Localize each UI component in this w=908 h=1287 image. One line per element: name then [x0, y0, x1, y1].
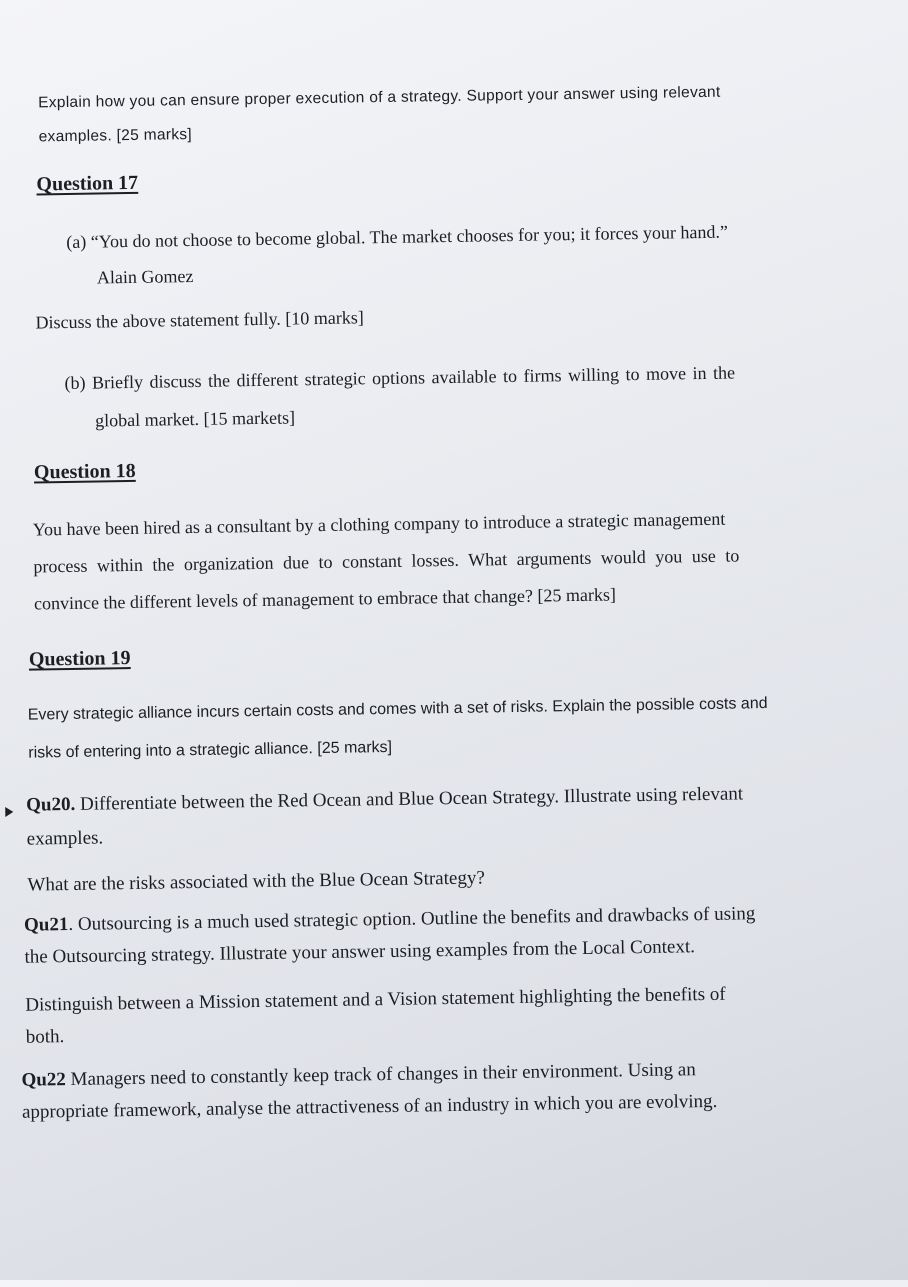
q17b-text [64, 352, 825, 440]
q19-line-1: Every strategic alliance incurs certain costs and comes with a set of risks. Explain the possible costs and [27, 695, 768, 724]
q20-line-2: examples. [26, 827, 104, 850]
q18-line-1: You have been hired as a consultant by a clothing company to introduce a strategic management [32, 508, 726, 540]
q22-line-2: appropriate framework, analyse the attractiveness of an industry in which you are evolving. [21, 1090, 718, 1123]
q17a-quote: (a) “You do not choose to become global. The market chooses for you; it forces your hand.” [66, 221, 729, 252]
q19-text [27, 684, 838, 773]
q17b-line-2: global market. [15 markets] [94, 407, 296, 431]
q20-line-1-text: Differentiate between the Red Ocean and Blue Ocean Strategy. Illustrate using relevant [75, 783, 744, 815]
q19-heading: Question 19 [28, 647, 131, 671]
q21-label: Qu21 [23, 914, 69, 936]
q19-line-2: risks of entering into a strategic alliance. [25 marks] [28, 738, 393, 762]
q20-line-3: What are the risks associated with the Blue Ocean Strategy? [27, 867, 485, 896]
q18-line-2: process within the organization due to constant losses. What arguments would you use to [33, 545, 740, 577]
q16-text [38, 74, 819, 154]
q16-line-2: examples. [25 marks] [38, 125, 193, 146]
q17a-text [66, 212, 827, 296]
q21-text [24, 897, 846, 1054]
q17b-line-1: (b) Briefly discuss the different strategic options available to firms willing to move in the [64, 362, 736, 394]
q22-label: Qu22 [21, 1069, 67, 1091]
q21-line-3: Distinguish between a Mission statement and a Vision statement highlighting the benefits of [25, 983, 726, 1016]
q20-label: Qu20. [26, 793, 76, 816]
q18-text [33, 499, 825, 622]
q21-line-2: the Outsourcing strategy. Illustrate your answer using examples from the Local Context. [24, 936, 696, 968]
q17-instruction: Discuss the above statement fully. [10 marks] [35, 307, 364, 333]
q16-line-1: Explain how you can ensure proper execution of a strategy. Support your answer using relevant [38, 83, 721, 112]
q18-heading: Question 18 [33, 459, 136, 484]
q22-line-1-text: Managers need to constantly keep track of changes in their environment. Using an [65, 1059, 696, 1091]
q21-line-4: both. [25, 1026, 65, 1048]
q17a-author: Alain Gomez [96, 265, 194, 288]
q17-heading: Question 17 [36, 171, 139, 196]
q20-text [26, 776, 828, 903]
q21-line-1-text: . Outsourcing is a much used strategic option. Outline the benefits and drawbacks of using [68, 903, 756, 936]
bullet-arrow-icon [5, 807, 13, 817]
q22-text [21, 1052, 842, 1129]
q18-line-3: convince the different levels of management to embrace that change? [25 marks] [33, 584, 617, 614]
